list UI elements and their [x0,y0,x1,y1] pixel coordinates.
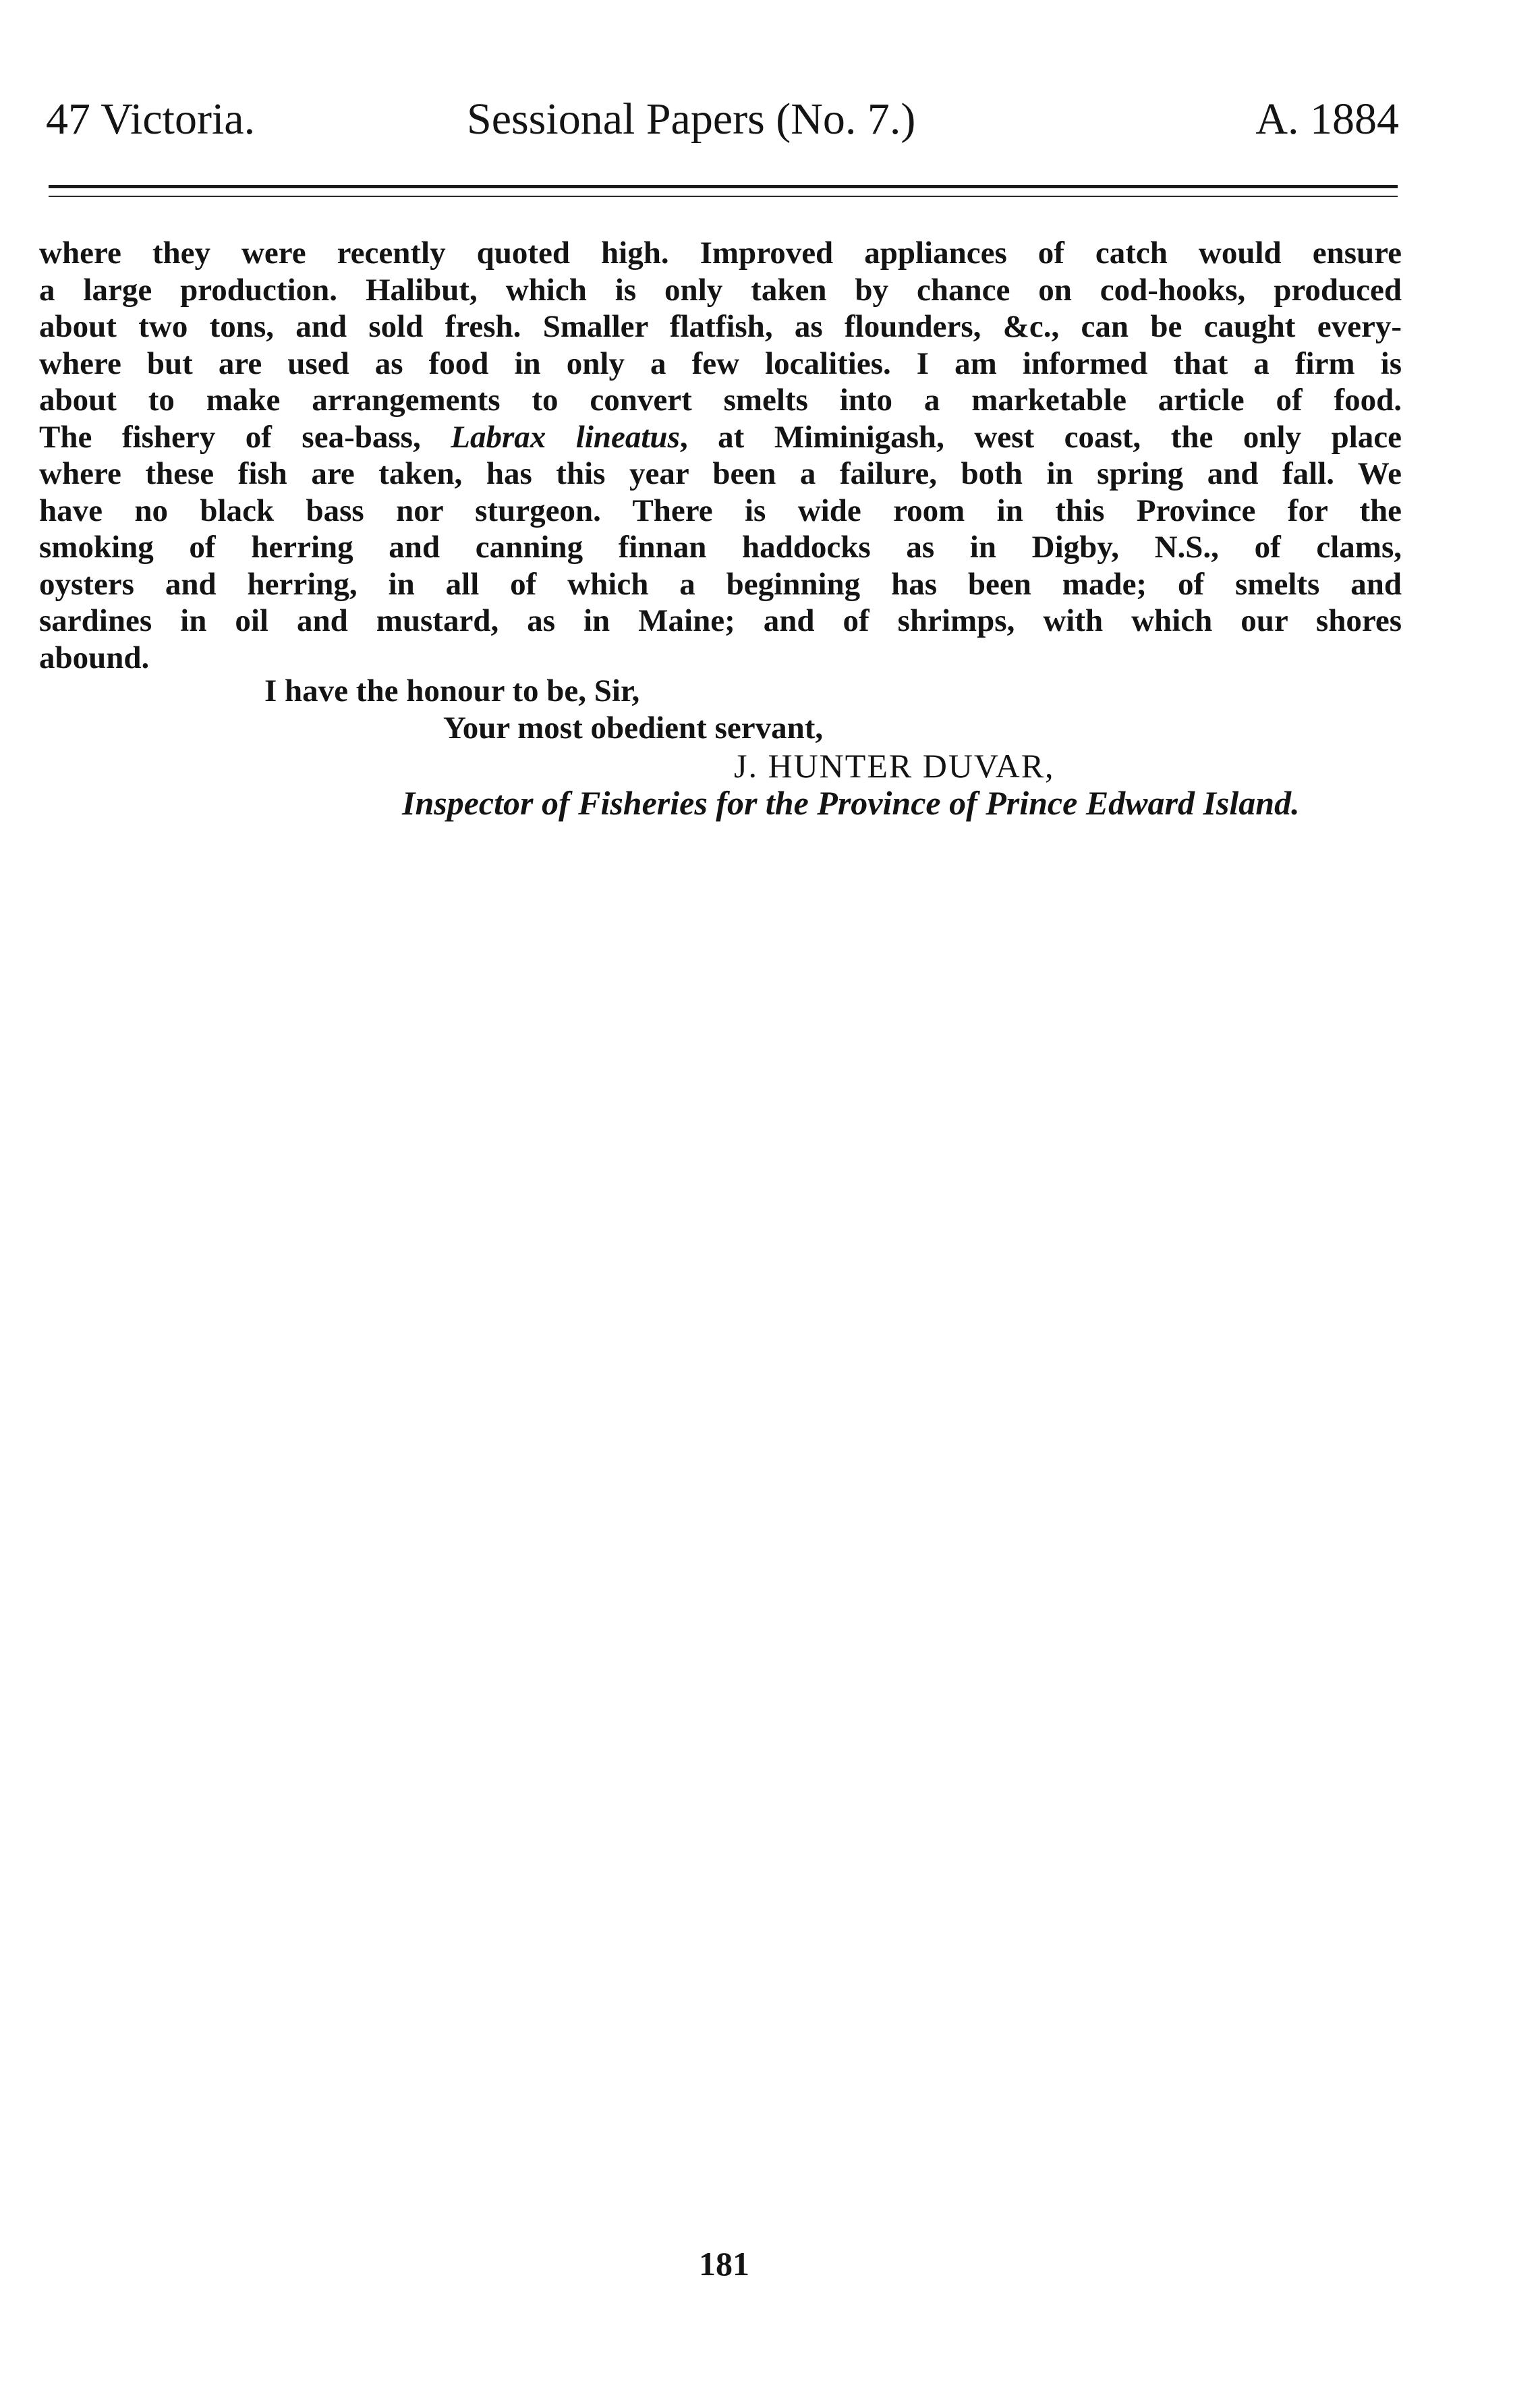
signatory-title: Inspector of Fisheries for the Province of Prince Edward Island. [402,784,1300,822]
text-line: smoking of herring and canning finnan haddocks as in Digby, N.S., of clams, [39,530,1402,565]
text-line-species [39,419,1402,456]
text-line: have no black bass nor sturgeon. There is wide room in this Province for the [39,493,1402,528]
text-line: a large production. Halibut, which is only taken by chance on cod-hooks, produced [39,272,1402,308]
text-line: sardines in oil and mustard, as in Maine; and of shrimps, with which our shores [39,603,1402,638]
text-line: where these fish are taken, has this year been a failure, both in spring and fall. We [39,456,1402,491]
text-line: where they were recently quoted high. Improved appliances of catch would ensure [39,235,1402,271]
running-header [42,89,1399,150]
body-paragraph [39,235,1402,676]
page-number: 181 [699,2245,749,2283]
text-line: about to make arrangements to convert smelts into a marketable article of food. [39,383,1402,418]
signature: J. HUNTER DUVAR, [734,747,1055,785]
valediction: Your most obedient servant, [443,710,824,746]
text-run: The fishery of sea-bass, [39,419,451,455]
salutation: I have the honour to be, Sir, [264,673,640,708]
header-year: A. 1884 [1255,94,1399,144]
header-volume: 47 Victoria. [46,94,256,144]
species-name: Labrax lineatus [451,419,680,455]
header-rule-thick [49,185,1398,188]
text-line: oysters and herring, in all of which a beginning has been made; of smelts and [39,566,1402,602]
text-run: , at Miminigash, west coast, the only place [679,419,1402,455]
text-line: abound. [39,640,150,675]
text-line: where but are used as food in only a few localities. I am informed that a firm is [39,345,1402,381]
header-rule-thin [49,196,1398,197]
text-line: about two tons, and sold fresh. Smaller flatfish, as flounders, &c., can be caught every- [39,309,1402,344]
header-series: Sessional Papers (No. 7.) [467,94,916,144]
